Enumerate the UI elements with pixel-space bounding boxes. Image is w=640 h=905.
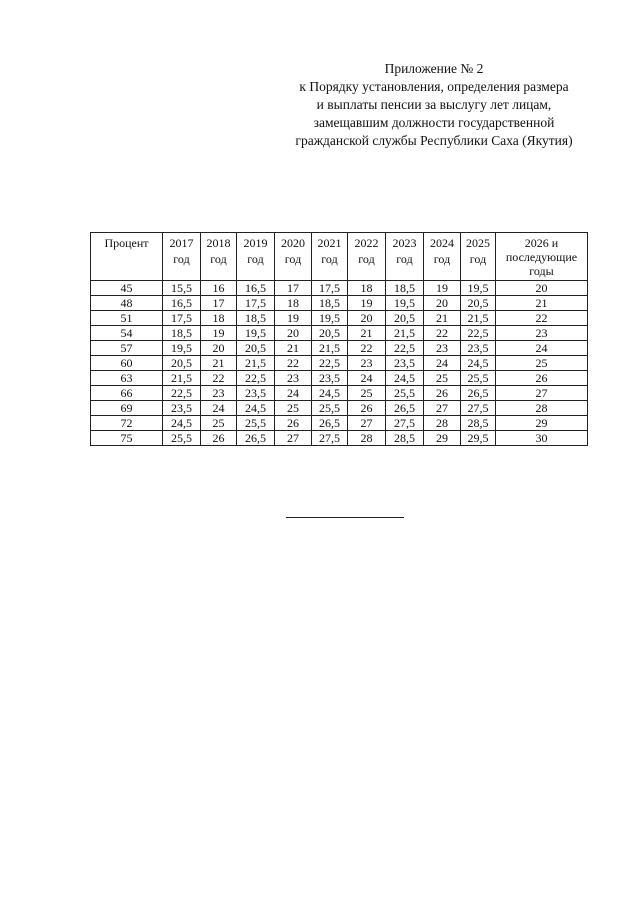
header-year-unit: год: [358, 252, 375, 266]
value-cell: 24: [496, 341, 588, 356]
value-cell: 24: [348, 371, 386, 386]
header-year-unit: год: [433, 252, 451, 266]
appendix-subtitle-line-3: замещавшим должности государственной: [313, 115, 555, 130]
value-cell: 20: [424, 296, 461, 311]
value-cell: 22: [496, 311, 588, 326]
percent-cell: 72: [91, 416, 163, 431]
value-cell: 23: [424, 341, 461, 356]
header-year-unit: год: [284, 252, 302, 266]
value-cell: 17,5: [312, 281, 348, 296]
table-body: [91, 281, 588, 446]
value-cell: 21,5: [163, 371, 201, 386]
table-row: [91, 416, 588, 431]
value-cell: 18,5: [312, 296, 348, 311]
value-cell: 19,5: [312, 311, 348, 326]
header-year-label: 2022: [354, 236, 379, 250]
table-row: [91, 341, 588, 356]
header-year-label: 2023: [392, 236, 417, 250]
value-cell: 21,5: [386, 326, 424, 341]
value-cell: 23,5: [461, 341, 496, 356]
value-cell: 25,5: [461, 371, 496, 386]
value-cell: 19,5: [163, 341, 201, 356]
appendix-header: [250, 60, 618, 150]
header-percent: Процент: [91, 233, 163, 281]
table-row: [91, 371, 588, 386]
value-cell: 19: [424, 281, 461, 296]
value-cell: 19,5: [386, 296, 424, 311]
header-year-label: 2017: [169, 236, 194, 250]
percent-cell: 69: [91, 401, 163, 416]
value-cell: 24,5: [163, 416, 201, 431]
value-cell: 30: [496, 431, 588, 446]
value-cell: 27: [496, 386, 588, 401]
header-last-line-1: 2026 и: [524, 236, 559, 250]
closing-rule-line: [286, 517, 404, 518]
value-cell: 25,5: [386, 386, 424, 401]
value-cell: 23: [201, 386, 237, 401]
value-cell: 20,5: [386, 311, 424, 326]
table-row: [91, 401, 588, 416]
value-cell: 21,5: [461, 311, 496, 326]
header-year-2026-and-later: [496, 233, 588, 281]
value-cell: 24,5: [237, 401, 275, 416]
value-cell: 20,5: [163, 356, 201, 371]
table-row: [91, 431, 588, 446]
value-cell: 24,5: [461, 356, 496, 371]
header-year-unit: год: [247, 252, 264, 266]
value-cell: 22: [275, 356, 312, 371]
value-cell: 22,5: [386, 341, 424, 356]
value-cell: 25,5: [163, 431, 201, 446]
header-year-label: 2019: [243, 236, 268, 250]
value-cell: 22,5: [312, 356, 348, 371]
value-cell: 28: [496, 401, 588, 416]
table-row: [91, 281, 588, 296]
value-cell: 24: [201, 401, 237, 416]
value-cell: 19: [348, 296, 386, 311]
header-year-2020: [275, 233, 312, 281]
value-cell: 26: [275, 416, 312, 431]
value-cell: 23,5: [163, 401, 201, 416]
header-year-2021: [312, 233, 348, 281]
value-cell: 21,5: [312, 341, 348, 356]
value-cell: 20,5: [237, 341, 275, 356]
value-cell: 23: [348, 356, 386, 371]
value-cell: 24: [275, 386, 312, 401]
table-header-row: [91, 233, 588, 281]
appendix-subtitle-line-2: и выплаты пенсии за выслугу лет лицам,: [316, 97, 552, 112]
value-cell: 23: [496, 326, 588, 341]
value-cell: 23,5: [237, 386, 275, 401]
header-year-2024: [424, 233, 461, 281]
value-cell: 29,5: [461, 431, 496, 446]
value-cell: 18,5: [237, 311, 275, 326]
value-cell: 20,5: [312, 326, 348, 341]
value-cell: 28: [424, 416, 461, 431]
value-cell: 20: [201, 341, 237, 356]
value-cell: 21: [348, 326, 386, 341]
percent-cell: 60: [91, 356, 163, 371]
value-cell: 28: [348, 431, 386, 446]
value-cell: 22: [348, 341, 386, 356]
percent-cell: 66: [91, 386, 163, 401]
value-cell: 27,5: [461, 401, 496, 416]
value-cell: 25,5: [237, 416, 275, 431]
value-cell: 19,5: [237, 326, 275, 341]
value-cell: 22: [201, 371, 237, 386]
value-cell: 29: [424, 431, 461, 446]
value-cell: 27: [348, 416, 386, 431]
header-year-label: 2024: [430, 236, 454, 250]
value-cell: 21: [275, 341, 312, 356]
value-cell: 29: [496, 416, 588, 431]
value-cell: 24,5: [312, 386, 348, 401]
value-cell: 21,5: [237, 356, 275, 371]
value-cell: 20,5: [461, 296, 496, 311]
header-year-label: 2018: [206, 236, 231, 250]
value-cell: 26: [201, 431, 237, 446]
value-cell: 27: [275, 431, 312, 446]
header-year-unit: год: [210, 252, 227, 266]
value-cell: 16,5: [237, 281, 275, 296]
header-year-unit: год: [173, 252, 190, 266]
value-cell: 17,5: [237, 296, 275, 311]
header-year-label: 2021: [317, 236, 342, 250]
value-cell: 21: [201, 356, 237, 371]
percent-cell: 75: [91, 431, 163, 446]
value-cell: 26: [348, 401, 386, 416]
table-row: [91, 356, 588, 371]
value-cell: 17: [201, 296, 237, 311]
value-cell: 22,5: [237, 371, 275, 386]
value-cell: 25,5: [312, 401, 348, 416]
value-cell: 18,5: [163, 326, 201, 341]
value-cell: 26,5: [386, 401, 424, 416]
pension-percentage-table: [90, 232, 588, 446]
value-cell: 27,5: [386, 416, 424, 431]
value-cell: 22,5: [461, 326, 496, 341]
header-year-label: 2020: [281, 236, 305, 250]
table-row: [91, 386, 588, 401]
header-year-2022: [348, 233, 386, 281]
table-row: [91, 296, 588, 311]
value-cell: 21: [424, 311, 461, 326]
value-cell: 20: [348, 311, 386, 326]
value-cell: 25: [275, 401, 312, 416]
value-cell: 26,5: [237, 431, 275, 446]
header-year-unit: год: [396, 252, 413, 266]
percent-cell: 45: [91, 281, 163, 296]
value-cell: 17: [275, 281, 312, 296]
value-cell: 26,5: [461, 386, 496, 401]
value-cell: 26: [424, 386, 461, 401]
percent-cell: 63: [91, 371, 163, 386]
value-cell: 22: [424, 326, 461, 341]
value-cell: 27,5: [312, 431, 348, 446]
value-cell: 19,5: [461, 281, 496, 296]
value-cell: 27: [424, 401, 461, 416]
value-cell: 16: [201, 281, 237, 296]
percent-cell: 57: [91, 341, 163, 356]
header-year-unit: год: [321, 252, 338, 266]
value-cell: 18: [201, 311, 237, 326]
value-cell: 18,5: [386, 281, 424, 296]
value-cell: 25: [496, 356, 588, 371]
header-year-2025: [461, 233, 496, 281]
value-cell: 28,5: [386, 431, 424, 446]
value-cell: 25: [201, 416, 237, 431]
percent-cell: 51: [91, 311, 163, 326]
value-cell: 25: [348, 386, 386, 401]
header-last-line-3: годы: [529, 264, 554, 278]
value-cell: 21: [496, 296, 588, 311]
header-year-label: 2025: [466, 236, 490, 250]
value-cell: 15,5: [163, 281, 201, 296]
value-cell: 22,5: [163, 386, 201, 401]
value-cell: 24: [424, 356, 461, 371]
header-year-2017: [163, 233, 201, 281]
value-cell: 19: [275, 311, 312, 326]
appendix-subtitle-line-1: к Порядку установления, определения размера: [299, 79, 569, 94]
header-year-2023: [386, 233, 424, 281]
value-cell: 24,5: [386, 371, 424, 386]
value-cell: 23: [275, 371, 312, 386]
header-year-2018: [201, 233, 237, 281]
value-cell: 25: [424, 371, 461, 386]
appendix-title: Приложение № 2: [384, 61, 484, 76]
header-last-line-2: последующие: [505, 250, 578, 264]
value-cell: 19: [201, 326, 237, 341]
value-cell: 17,5: [163, 311, 201, 326]
header-year-unit: год: [469, 252, 487, 266]
percent-cell: 54: [91, 326, 163, 341]
value-cell: 23,5: [312, 371, 348, 386]
value-cell: 28,5: [461, 416, 496, 431]
table-row: [91, 326, 588, 341]
value-cell: 20: [496, 281, 588, 296]
header-year-2019: [237, 233, 275, 281]
table-row: [91, 311, 588, 326]
value-cell: 18: [348, 281, 386, 296]
value-cell: 23,5: [386, 356, 424, 371]
value-cell: 20: [275, 326, 312, 341]
percent-cell: 48: [91, 296, 163, 311]
value-cell: 18: [275, 296, 312, 311]
value-cell: 26: [496, 371, 588, 386]
table-header: [91, 233, 588, 281]
value-cell: 16,5: [163, 296, 201, 311]
appendix-subtitle-line-4: гражданской службы Республики Саха (Якутия): [295, 133, 573, 148]
value-cell: 26,5: [312, 416, 348, 431]
